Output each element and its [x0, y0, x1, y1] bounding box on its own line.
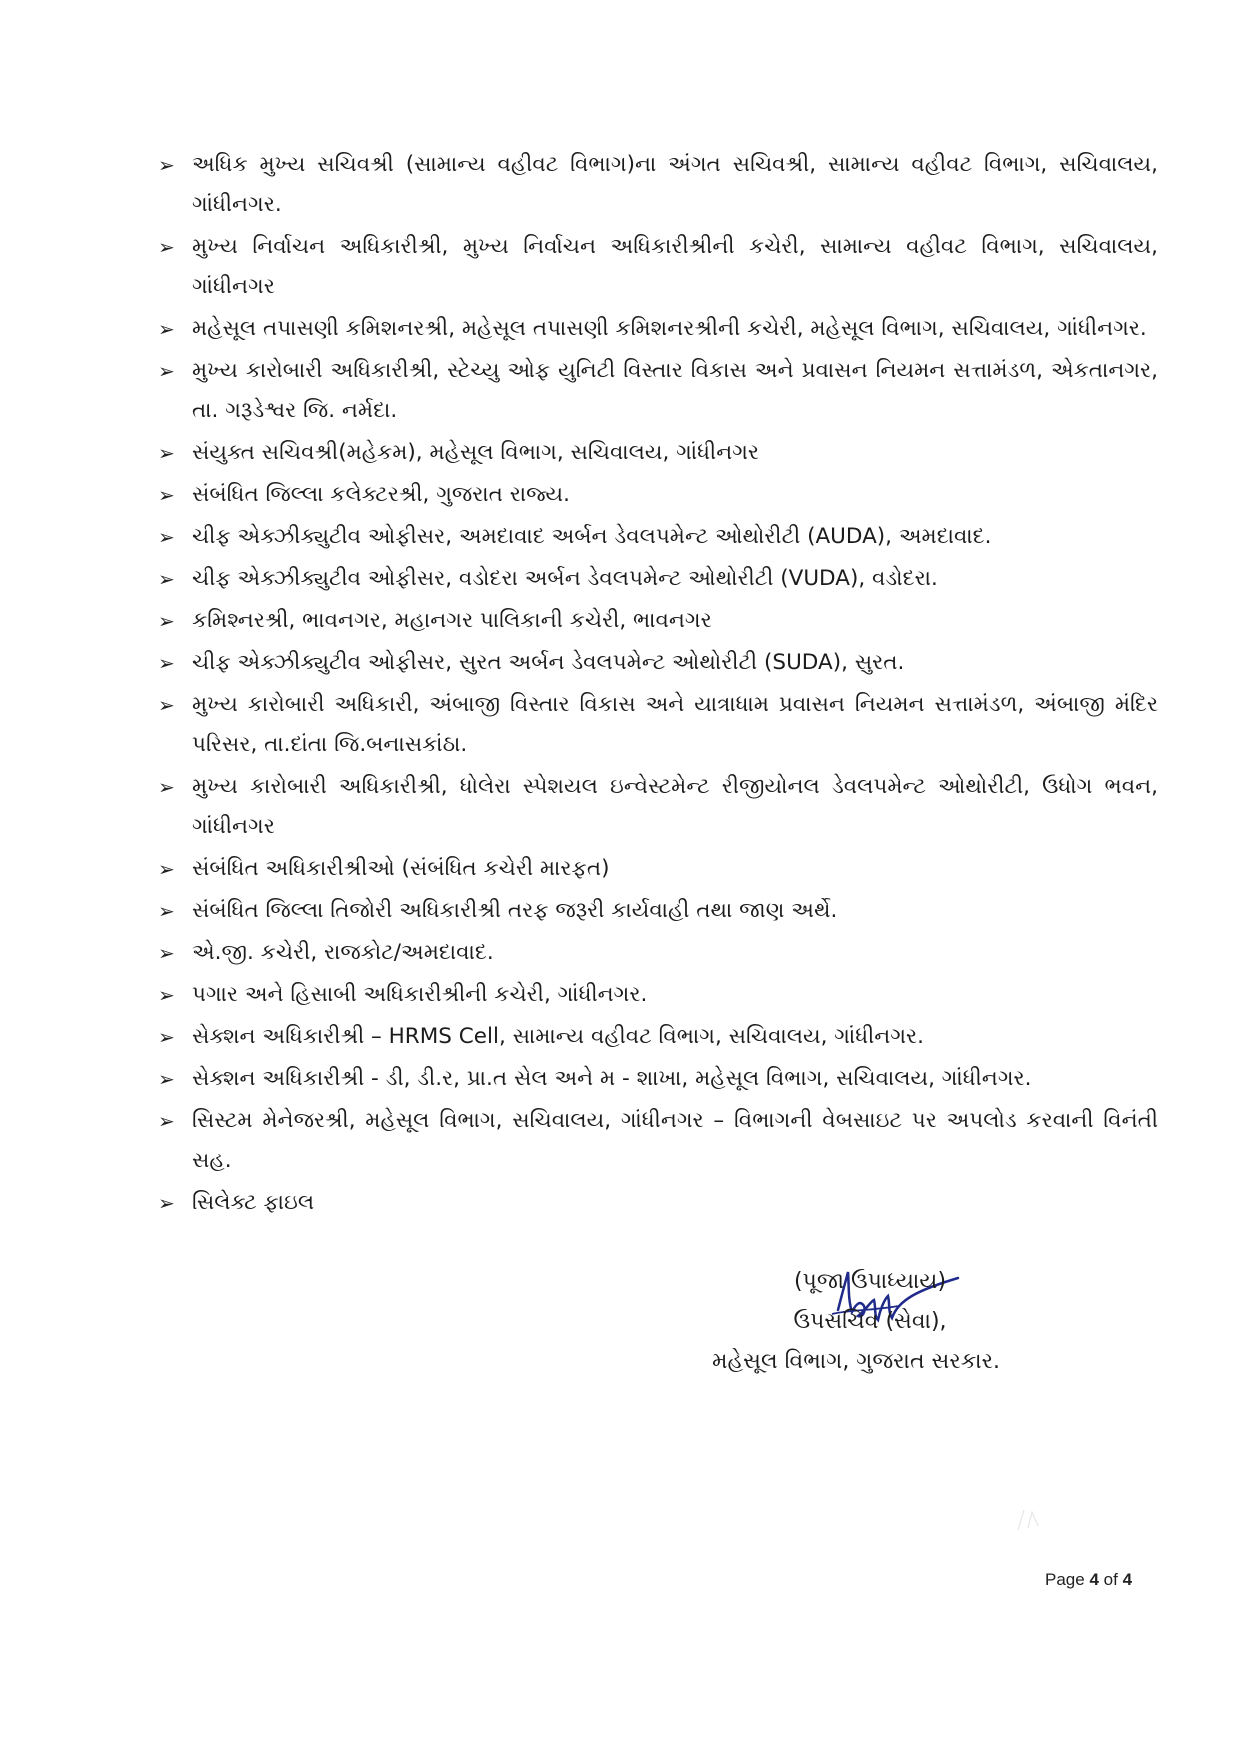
list-item-text: મુખ્ય કારોબારી અધિકારીશ્રી, સ્ટેચ્યુ ઓફ યુનિટી વિસ્તાર વિકાસ અને પ્રવાસન નિયમન સત્તામંડળ, એકતાનગર, તા. ગરૂડેશ્વર જિ. નર્મદા. — [192, 358, 1158, 423]
signature-block — [640, 1262, 1100, 1382]
arrow-bullet-icon: ➢ — [158, 153, 175, 177]
list-item-text: મુખ્ય કારોબારી અધિકારીશ્રી, ધોલેરા સ્પેશયલ ઇન્વેસ્ટમેન્ટ રીજીયોનલ ડેવલપમેન્ટ ઓથોરીટી, ઉધોગ ભવન, ગાંધીનગર — [192, 774, 1158, 839]
arrow-bullet-icon: ➢ — [158, 941, 175, 965]
distribution-list — [158, 145, 1158, 1225]
arrow-bullet-icon: ➢ — [158, 857, 175, 881]
list-item-text: અધિક મુખ્ય સચિવશ્રી (સામાન્ય વહીવટ વિભાગ)ના અંગત સચિવશ્રી, સામાન્ય વહીવટ વિભાગ, સચિવાલય, ગાંધીનગર. — [192, 152, 1158, 217]
list-item-text: મુખ્ય નિર્વાચન અધિકારીશ્રી, મુખ્ય નિર્વાચન અધિકારીશ્રીની કચેરી, સામાન્ય વહીવટ વિભાગ, સચિવાલય, ગાંધીનગર — [192, 234, 1158, 299]
list-item — [158, 685, 1158, 765]
arrow-bullet-icon: ➢ — [158, 441, 175, 465]
list-item — [158, 433, 1158, 473]
list-item — [158, 1183, 1158, 1223]
list-item-text: સેક્શન અધિકારીશ્રી - ડી, ડી.ર, પ્રા.ત સેલ અને મ - શાખા, મહેસૂલ વિભાગ, સચિવાલય, ગાંધીનગર. — [192, 1066, 1032, 1091]
list-item-text: સિસ્ટમ મેનેજરશ્રી, મહેસૂલ વિભાગ, સચિવાલય, ગાંધીનગર – વિભાગની વેબસાઇટ પર અપલોડ કરવાની વિનંતી સહ. — [192, 1108, 1158, 1173]
list-item — [158, 933, 1158, 973]
arrow-bullet-icon: ➢ — [158, 1109, 175, 1133]
list-item-text: મુખ્ય કારોબારી અધિકારી, અંબાજી વિસ્તાર વિકાસ અને યાત્રાધામ પ્રવાસન નિયમન સત્તામંડળ, અંબાજી મંદિર પરિસર, તા.દાંતા જિ.બનાસકાંઠા. — [192, 692, 1158, 757]
page-number — [1045, 1570, 1132, 1590]
list-item-text: પગાર અને હિસાબી અધિકારીશ્રીની કચેરી, ગાંધીનગર. — [192, 982, 648, 1007]
list-item-text: સંયુક્ત સચિવશ્રી(મહેકમ), મહેસૂલ વિભાગ, સચિવાલય, ગાંધીનગર — [192, 440, 760, 465]
arrow-bullet-icon: ➢ — [158, 483, 175, 507]
arrow-bullet-icon: ➢ — [158, 359, 175, 383]
signatory-department: મહેસૂલ વિભાગ, ગુજરાત સરકાર. — [711, 1349, 1001, 1374]
list-item-text: સંબંધિત જિલ્લા તિજોરી અધિકારીશ્રી તરફ જરૂરી કાર્યવાહી તથા જાણ અર્થે. — [192, 898, 838, 923]
list-item — [158, 975, 1158, 1015]
arrow-bullet-icon: ➢ — [158, 983, 175, 1007]
list-item — [158, 891, 1158, 931]
list-item-text: ચીફ એક્ઝીક્યુટીવ ઓફીસર, સુરત અર્બન ડેવલપમેન્ટ ઓથોરીટી (SUDA), સુરત. — [192, 650, 905, 675]
list-item — [158, 559, 1158, 599]
list-item — [158, 227, 1158, 307]
arrow-bullet-icon: ➢ — [158, 775, 175, 799]
arrow-bullet-icon: ➢ — [158, 1191, 175, 1215]
arrow-bullet-icon: ➢ — [158, 525, 175, 549]
list-item-text: કમિશ્નરશ્રી, ભાવનગર, મહાનગર પાલિકાની કચેરી, ભાવનગર — [192, 608, 712, 633]
arrow-bullet-icon: ➢ — [158, 651, 175, 675]
page-current: 4 — [1089, 1570, 1099, 1589]
arrow-bullet-icon: ➢ — [158, 899, 175, 923]
list-item — [158, 767, 1158, 847]
page-total: 4 — [1122, 1570, 1133, 1589]
list-item-text: મહેસૂલ તપાસણી કમિશનરશ્રી, મહેસૂલ તપાસણી કમિશનરશ્રીની કચેરી, મહેસૂલ વિભાગ, સચિવાલય, ગાંધીનગર. — [192, 316, 1147, 341]
arrow-bullet-icon: ➢ — [158, 1067, 175, 1091]
list-item — [158, 145, 1158, 225]
list-item-text: સેક્શન અધિકારીશ્રી – HRMS Cell, સામાન્ય વહીવટ વિભાગ, સચિવાલય, ગાંધીનગર. — [192, 1024, 924, 1049]
page-of-word: of — [1103, 1570, 1118, 1589]
list-item — [158, 309, 1158, 349]
list-item — [158, 475, 1158, 515]
list-item — [158, 1059, 1158, 1099]
arrow-bullet-icon: ➢ — [158, 1025, 175, 1049]
list-item — [158, 351, 1158, 431]
arrow-bullet-icon: ➢ — [158, 609, 175, 633]
list-item — [158, 1017, 1158, 1057]
list-item — [158, 517, 1158, 557]
signatory-name: (પૂજા ઉપાધ્યાય) — [793, 1269, 947, 1294]
signatory-designation: ઉપસચિવ (સેવા), — [793, 1309, 947, 1334]
arrow-bullet-icon: ➢ — [158, 693, 175, 717]
list-item-text: સંબંધિત જિલ્લા કલેક્ટરશ્રી, ગુજરાત રાજ્ય. — [192, 482, 570, 507]
list-item-text: સિલેક્ટ ફાઇલ — [192, 1190, 315, 1215]
arrow-bullet-icon: ➢ — [158, 567, 175, 591]
list-item — [158, 1101, 1158, 1181]
arrow-bullet-icon: ➢ — [158, 235, 175, 259]
faint-scan-mark — [1010, 1500, 1050, 1540]
page-word: Page — [1045, 1570, 1085, 1589]
list-item — [158, 849, 1158, 889]
list-item — [158, 643, 1158, 683]
arrow-bullet-icon: ➢ — [158, 317, 175, 341]
list-item-text: ચીફ એક્ઝીક્યુટીવ ઓફીસર, વડોદરા અર્બન ડેવલપમેન્ટ ઓથોરીટી (VUDA), વડોદરા. — [192, 566, 938, 591]
list-item-text: સંબંધિત અધિકારીશ્રીઓ (સંબંધિત કચેરી મારફત) — [192, 856, 610, 881]
list-item-text: ચીફ એક્ઝીક્યુટીવ ઓફીસર, અમદાવાદ અર્બન ડેવલપમેન્ટ ઓથોરીટી (AUDA), અમદાવાદ. — [192, 524, 992, 549]
list-item — [158, 601, 1158, 641]
list-item-text: એ.જી. કચેરી, રાજકોટ/અમદાવાદ. — [192, 940, 494, 965]
